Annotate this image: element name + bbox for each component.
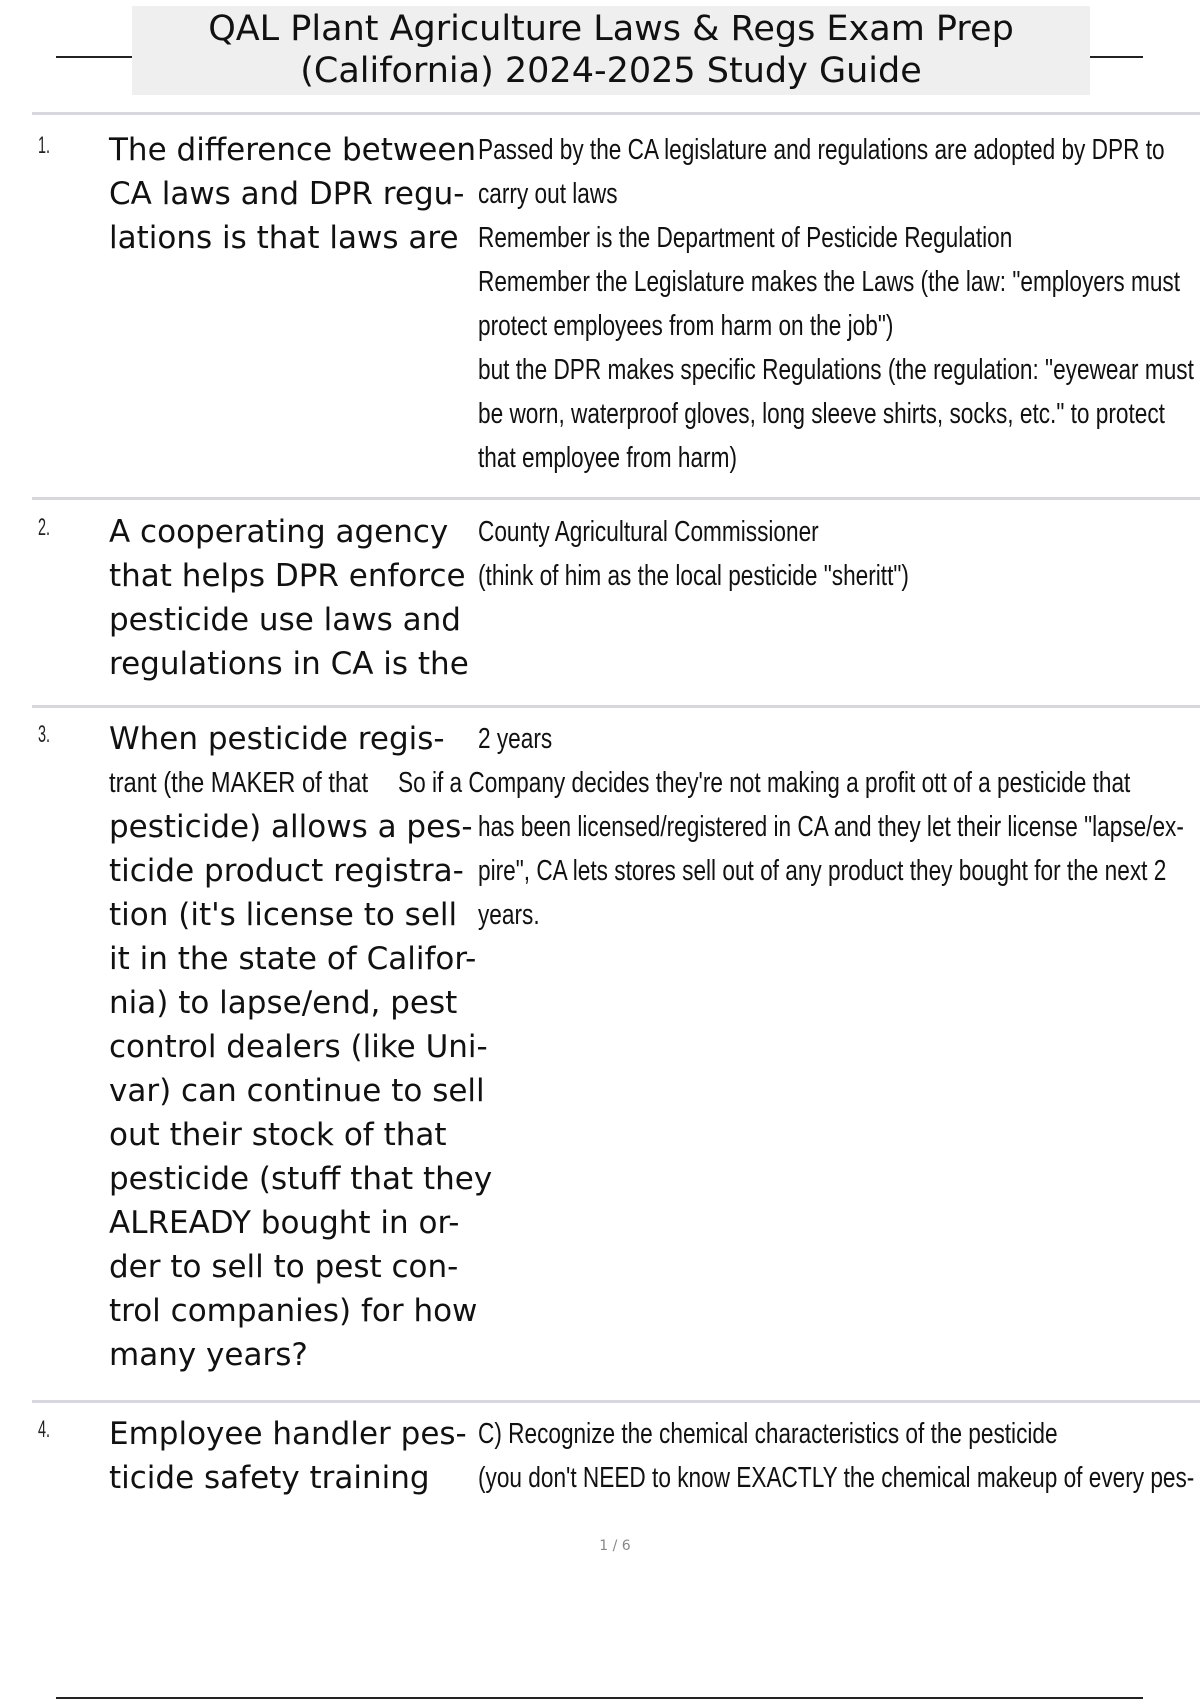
- question-line: nia) to lapse/end, pest: [109, 985, 458, 1021]
- answer-line: be worn, waterproof gloves, long sleeve shirts, socks, etc." to protect: [478, 398, 1165, 430]
- question-line: lations is that laws are: [109, 220, 459, 256]
- answer-line: years.: [478, 899, 540, 931]
- row-separator: [32, 112, 1200, 115]
- question-line: ALREADY bought in or-: [109, 1205, 460, 1241]
- question-line: regulations in CA is the: [109, 646, 469, 682]
- answer-line: Remember the Legislature makes the Laws (the law: "employers must: [478, 266, 1181, 298]
- question-line: many years?: [109, 1337, 308, 1373]
- question-text: [109, 1412, 474, 1500]
- question-line: CA laws and DPR regu-: [109, 176, 465, 212]
- answer-text: [398, 717, 1198, 937]
- question-line: der to sell to pest con-: [109, 1249, 459, 1285]
- row-separator: [32, 497, 1200, 500]
- item-number: 4.: [38, 1416, 51, 1443]
- answer-line: (you don't NEED to know EXACTLY the chemical makeup of every pes-: [478, 1462, 1195, 1494]
- question-line: tion (it's license to sell: [109, 897, 458, 933]
- question-line: that helps DPR enforce: [109, 558, 466, 594]
- question-line: When pesticide regis-: [109, 721, 445, 757]
- question-line: ticide safety training: [109, 1460, 430, 1496]
- question-line: control dealers (like Uni-: [109, 1029, 488, 1065]
- answer-line: carry out laws: [478, 178, 618, 210]
- question-line: it in the state of Califor-: [109, 941, 477, 977]
- question-line: ticide product registra-: [109, 853, 464, 889]
- answer-line: protect employees from harm on the job"): [478, 310, 894, 342]
- footer-rule: [56, 1697, 1143, 1699]
- question-text: [109, 717, 493, 1377]
- question-line: out their stock of that: [109, 1117, 447, 1153]
- header-rule-left: [56, 56, 132, 58]
- question-line: pesticide) allows a pes-: [109, 809, 473, 845]
- question-line: pesticide use laws and: [109, 602, 461, 638]
- question-line: pesticide (stuff that they: [109, 1161, 493, 1197]
- header-rule-right: [1087, 56, 1143, 58]
- question-line: The difference between: [109, 132, 477, 168]
- answer-line: pire", CA lets stores sell out of any product they bought for the next 2: [478, 855, 1167, 887]
- question-text: [109, 128, 477, 260]
- item-number: 1.: [38, 132, 51, 159]
- item-number: 3.: [38, 721, 51, 748]
- page-title: [132, 6, 1090, 95]
- answer-line: Passed by the CA legislature and regulations are adopted by DPR to: [478, 134, 1165, 166]
- question-line: Employee handler pes-: [109, 1416, 467, 1452]
- question-text: [109, 510, 474, 686]
- answer-text: [478, 1412, 1198, 1500]
- question-line: trant (the MAKER of that: [109, 767, 369, 799]
- answer-line: 2 years: [478, 723, 553, 755]
- question-line: trol companies) for how: [109, 1293, 478, 1329]
- page-indicator: 1 / 6: [599, 1538, 631, 1554]
- answer-line: Remember is the Department of Pesticide Regulation: [478, 222, 1013, 254]
- title-line-1: QAL Plant Agriculture Laws & Regs Exam Prep: [208, 9, 1014, 49]
- row-separator: [32, 705, 1200, 708]
- answer-text: [478, 510, 1198, 598]
- answer-line: C) Recognize the chemical characteristics of the pesticide: [478, 1418, 1058, 1450]
- answer-line: but the DPR makes specific Regulations (the regulation: "eyewear must: [478, 354, 1194, 386]
- answer-line: that employee from harm): [478, 442, 737, 474]
- answer-line: (think of him as the local pesticide "sheritt"): [478, 560, 909, 592]
- answer-line: County Agricultural Commissioner: [478, 516, 819, 548]
- answer-text: [478, 128, 1198, 480]
- question-line: var) can continue to sell: [109, 1073, 485, 1109]
- question-line: A cooperating agency: [109, 514, 449, 550]
- item-number: 2.: [38, 514, 51, 541]
- row-separator: [32, 1400, 1200, 1403]
- title-line-2: (California) 2024-2025 Study Guide: [300, 51, 922, 91]
- answer-line: has been licensed/registered in CA and they let their license "lapse/ex-: [478, 811, 1184, 843]
- answer-line: So if a Company decides they're not making a profit ott of a pesticide that: [398, 767, 1131, 799]
